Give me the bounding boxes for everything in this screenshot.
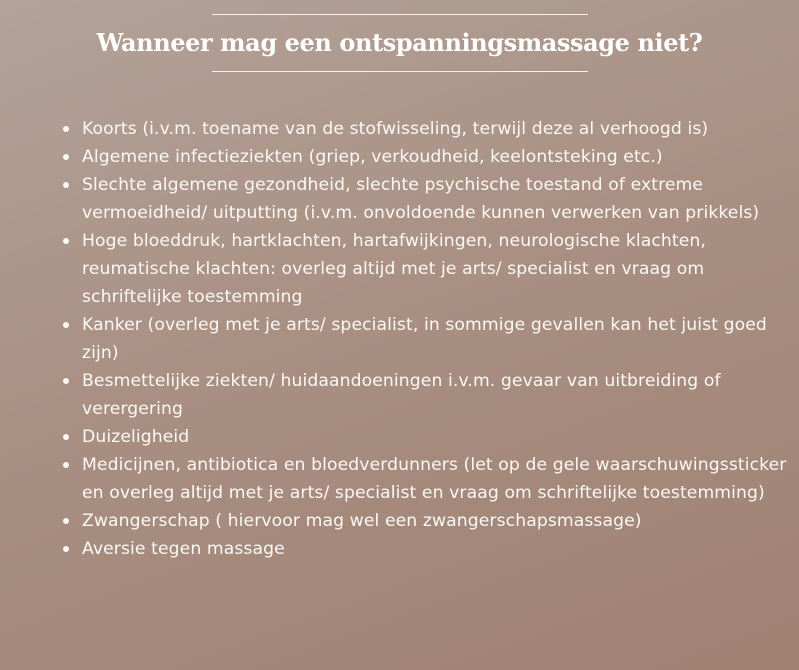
list-item [60, 367, 790, 423]
list-item [60, 423, 790, 451]
title-divider-bottom [212, 71, 588, 72]
list-item [60, 115, 790, 143]
list-item-text: Zwangerschap ( hiervoor mag wel een zwangerschapsmassage) [82, 511, 642, 531]
list-item [60, 311, 790, 367]
bullet-icon [63, 378, 69, 384]
list-item [60, 227, 790, 311]
contraindication-list [60, 115, 790, 563]
list-item [60, 451, 790, 507]
list-item [60, 507, 790, 535]
list-item-text: Duizeligheid [82, 427, 190, 447]
list-item-text: Koorts (i.v.m. toename van de stofwisseling, terwijl deze al verhoogd is) [82, 119, 709, 139]
bullet-icon [63, 546, 69, 552]
bullet-icon [63, 154, 69, 160]
list-item [60, 143, 790, 171]
list-item-text: Algemene infectieziekten (griep, verkoudheid, keelontsteking etc.) [82, 147, 663, 167]
list-item-text: Aversie tegen massage [82, 539, 285, 559]
list-item-text: Kanker (overleg met je arts/ specialist, in sommige gevallen kan het juist goed zijn) [82, 315, 767, 363]
list-item-text: Medicijnen, antibiotica en bloedverdunners (let op de gele waarschuwingssticker en overleg altijd met je arts/ specialist en vraag om schriftelijke toestemming) [82, 455, 787, 503]
list-item-text: Slechte algemene gezondheid, slechte psychische toestand of extreme vermoeidheid/ uitputting (i.v.m. onvoldoende kunnen verwerken van prikkels) [82, 175, 760, 223]
page-title: Wanneer mag een ontspanningsmassage niet? [96, 28, 703, 57]
title-divider-top [212, 14, 588, 15]
bullet-icon [63, 518, 69, 524]
bullet-icon [63, 238, 69, 244]
list-item [60, 171, 790, 227]
list-item-text: Besmettelijke ziekten/ huidaandoeningen i.v.m. gevaar van uitbreiding of verergering [82, 371, 721, 419]
bullet-icon [63, 182, 69, 188]
list-item [60, 535, 790, 563]
bullet-icon [63, 462, 69, 468]
bullet-icon [63, 322, 69, 328]
bullet-icon [63, 434, 69, 440]
bullet-icon [63, 126, 69, 132]
list-item-text: Hoge bloeddruk, hartklachten, hartafwijkingen, neurologische klachten, reumatische klachten: overleg altijd met je arts/ specialist en vraag om schriftelijke toestemming [82, 231, 706, 307]
